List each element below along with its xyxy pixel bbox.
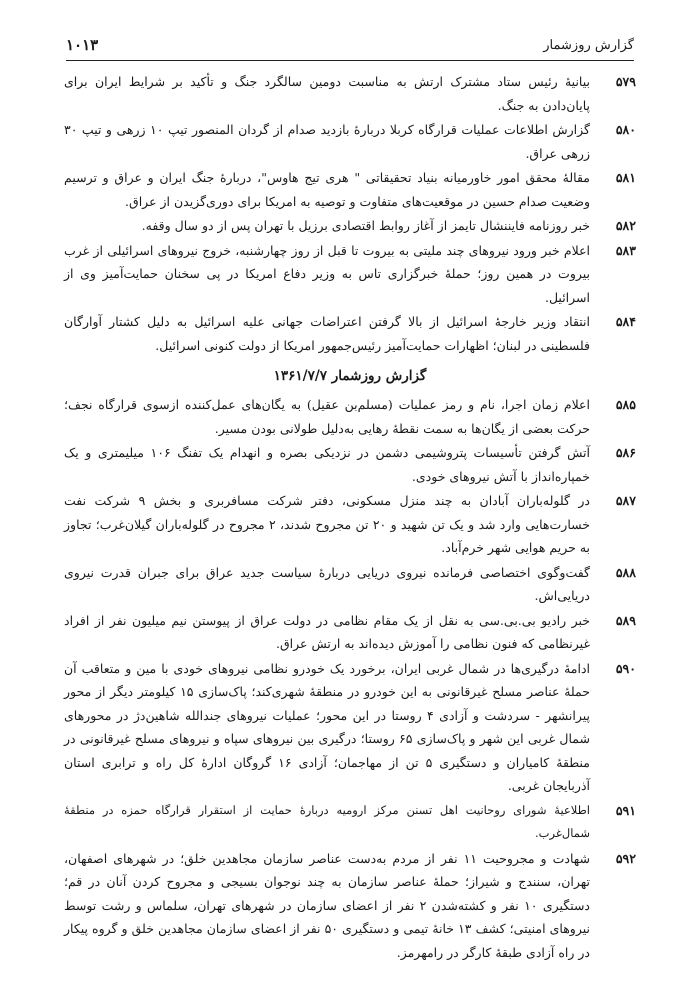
running-title: گزارش روزشمار	[543, 38, 634, 53]
entry-item	[64, 239, 636, 310]
entry-item	[64, 799, 636, 846]
entry-text: انتقاد وزیر خارجهٔ اسرائیل از بالا گرفتن اعتراضات جهانی علیه اسرائیل به دلیل کشتار آوارگان فلسطینی در لبنان؛ اظهارات حمایت‌آمیز رئیس‌جمهور امریکا از دولت کنونی اسرائیل.	[64, 314, 590, 353]
entry-text: اطلاعیهٔ شورای روحانیت اهل تسنن مرکز ارومیه دربارهٔ حمایت از استقرار قرارگاه حمزه در منطقهٔ شمال‌غرب.	[64, 802, 590, 840]
entry-number: ۵۹۲	[615, 850, 636, 866]
entry-text: مقالهٔ محقق امور خاورمیانه بنیاد تحقیقاتی " هری تیج هاوس"، دربارهٔ جنگ ایران و عراق و ترسیم وضعیت صدام حسین در موقعیت‌های متفاوت و توصیه به امریکا برای دوری‌گزیدن از عراق.	[64, 170, 590, 209]
entry-text: گفت‌وگوی اختصاصی فرمانده نیروی دریایی دربارهٔ سیاست جدید عراق برای جبران قدرت نیروی دریایی‌اش.	[64, 564, 590, 603]
entry-number: ۵۸۳	[615, 242, 636, 258]
entry-text: اعلام خبر ورود نیروهای چند ملیتی به بیروت تا قبل از روز چهارشنبه، خروج نیروهای اسرائیلی از غرب بیروت در همین روز؛ حملهٔ خبرگزاری تاس به وزیر دفاع امریکا در پی سخنان حمایت‌آمیز وی از اسرائیل.	[64, 242, 590, 305]
entries-after-list	[64, 393, 636, 964]
entry-item	[64, 657, 636, 798]
entry-item	[64, 393, 636, 440]
entry-text: اعلام زمان اجرا، نام و رمز عملیات (مسلم‌بن عقیل) به یگان‌های عمل‌کننده ازسوی قرارگاه نجف؛ حرکت بعضی از یگان‌ها به سمت نقطهٔ رهایی به‌دلیل طولانی بودن مسیر.	[64, 397, 590, 436]
entry-text: ادامهٔ درگیری‌ها در شمال غربی ایران، برخورد یک خودرو نظامی نیروهای خودی با مین و متعاقب آن حملهٔ عناصر مسلح غیرقانونی به این خودرو در منطقهٔ شهری‌کند؛ پاک‌سازی ۱۵ کیلومتر دیگر از محور پیرانشهر - سردشت و آزادی ۴ روستا در این محور؛ عملیات نیروهای جندالله شاهین‌دژ در محورهای شمال غربی این شهر و پاک‌سازی ۶۵ روستا؛ درگیری بین نیروهای سپاه و نیروهای مسلح غیرقانونی در منطقهٔ کامیاران و دستگیری ۵ تن از مهاجمان؛ آزادی ۱۶ گروگان ادارهٔ کل راه و ترابری استان آذربایجان غربی.	[64, 660, 591, 793]
entry-text: آتش گرفتن تأسیسات پتروشیمی دشمن در نزدیکی بصره و انهدام یک تفنگ ۱۰۶ میلیمتری و یک خمپاره‌انداز با آتش نیروهای خودی.	[64, 445, 590, 484]
entry-item	[64, 166, 636, 213]
entry-number: ۵۸۹	[615, 612, 636, 628]
page-header	[66, 36, 634, 61]
entry-item	[64, 561, 636, 608]
entry-number: ۵۸۲	[615, 218, 636, 233]
entry-text: خبر رادیو بی.بی.سی به نقل از یک مقام نظامی در دولت عراق از پیوستن نیم میلیون نفر از افراد غیرنظامی که فنون نظامی را آموزش دیده‌اند به ارتش عراق.	[64, 612, 590, 651]
entry-item	[64, 847, 636, 965]
entry-number: ۵۸۸	[615, 564, 636, 580]
entry-text: گزارش اطلاعات عملیات قرارگاه کربلا دربارهٔ بازدید صدام از گردان المنصور تیپ ۱۰ زرهی و تیپ ۳۰ زرهی عراق.	[64, 122, 590, 161]
entry-item	[64, 609, 636, 656]
entry-number: ۵۸۵	[615, 397, 636, 412]
page-number: ۱۰۱۳	[66, 36, 99, 54]
entry-number: ۵۸۷	[615, 493, 636, 508]
entry-number: ۵۹۱	[615, 802, 636, 818]
entry-item	[64, 310, 636, 357]
entry-item	[64, 70, 636, 117]
page-content	[64, 70, 636, 965]
entries-before-list	[64, 70, 636, 357]
entry-number: ۵۸۰	[615, 122, 636, 137]
entry-item	[64, 214, 636, 238]
entry-text: در گلوله‌باران آبادان به چند منزل مسکونی، دفتر شرکت مسافربری و بخش ۹ شرکت نفت خسارت‌هایی وارد شد و یک تن شهید و ۲۰ تن مجروح شدند، ۲ مجروح در گلوله‌باران گیلان‌غرب؛ تجاوز به حریم هوایی شهر خرم‌آباد.	[64, 493, 591, 555]
section-title: گزارش روزشمار ۱۳۶۱/۷/۷	[273, 368, 427, 384]
entry-number: ۵۷۹	[615, 74, 636, 89]
entry-number: ۵۹۰	[615, 660, 636, 676]
entry-number: ۵۸۴	[615, 314, 636, 329]
entry-text: شهادت و مجروحیت ۱۱ نفر از مردم به‌دست عناصر سازمان مجاهدین خلق؛ در شهرهای اصفهان، تهران، سنندج و شیراز؛ حملهٔ عناصر سازمان به چند نوجوان بسیجی و مجروح کردن آنان در قم؛ دستگیری ۱۰ نفر و کشته‌شدن ۲ نفر از اعضای سازمان در شهرهای تهران، سلماس و رشت توسط نیروهای امنیتی؛ کشف ۱۳ خانهٔ تیمی و دستگیری ۵۰ نفر از اعضای سازمان مجاهدین خلق و گروه پیکار در راه آزادی طبقهٔ کارگر در رامهرمز.	[64, 850, 590, 960]
entry-item	[64, 118, 636, 165]
entry-item	[64, 489, 636, 560]
entry-text: خبر روزنامه فایننشال تایمز از آغاز روابط اقتصادی برزیل با تهران پس از دو سال وقفه.	[141, 218, 590, 233]
entry-item	[64, 441, 636, 488]
entry-number: ۵۸۱	[615, 170, 636, 185]
entry-number: ۵۸۶	[615, 445, 636, 460]
entry-text: بیانیهٔ رئیس ستاد مشترک ارتش به مناسبت دومین سالگرد جنگ و تأکید بر شرایط ایران برای پایان‌دادن به جنگ.	[64, 74, 590, 113]
